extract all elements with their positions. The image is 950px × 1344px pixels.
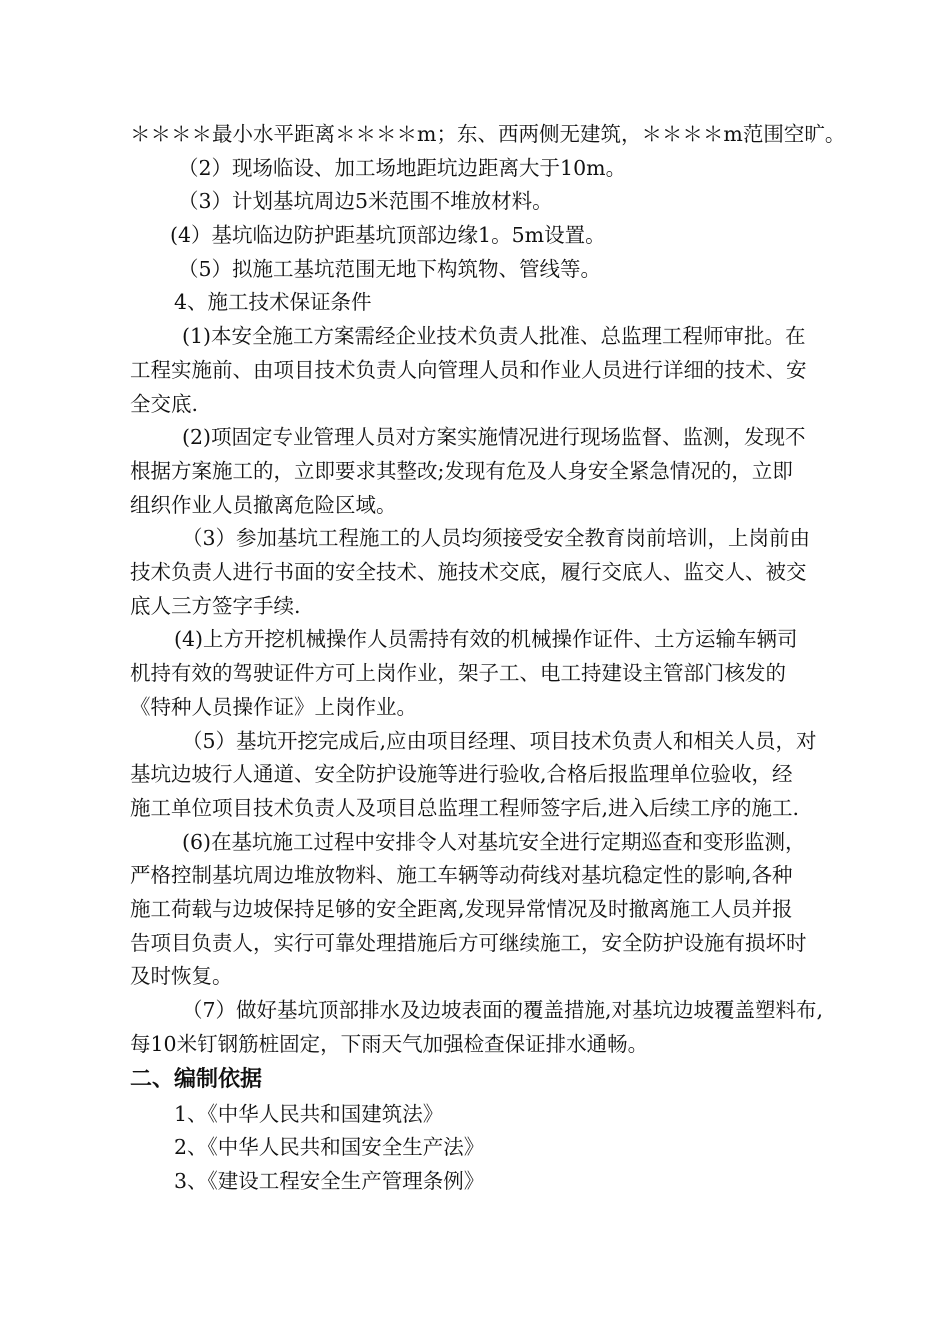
para-line: （7）做好基坑顶部排水及边坡表面的覆盖措施,对基坑边坡覆盖塑料布, — [182, 998, 824, 1023]
para-line: (6)在基坑施工过程中安排令人对基坑安全进行定期巡查和变形监测， — [182, 829, 806, 854]
text-line: （2）现场临设、加工场地距坑边距离大于10m。 — [178, 155, 627, 180]
para-line: （3）参加基坑工程施工的人员均须接受安全教育岗前培训，上岗前由 — [182, 526, 811, 551]
para-line: 告项目负责人，实行可靠处理措施后方可继续施工，安全防护设施有损坏时 — [130, 930, 807, 955]
text-line: (4）基坑临边防护距基坑顶部边缘1。5m设置。 — [170, 223, 606, 248]
text-line: （5）拟施工基坑范围无地下构筑物、管线等。 — [178, 256, 602, 281]
paragraph-2 — [130, 421, 878, 522]
para-line: 严格控制基坑周边堆放物料、施工车辆等动荷线对基坑稳定性的影响,各种 — [130, 863, 793, 888]
para-line: 工程实施前、由项目技术负责人向管理人员和作业人员进行详细的技术、安 — [130, 357, 807, 382]
para-line: (1)本安全施工方案需经企业技术负责人批准、总监理工程师审批。在 — [182, 324, 806, 349]
para-line: 全交底. — [130, 391, 199, 416]
reference-item: 2、《中华人民共和国安全生产法》 — [174, 1135, 485, 1160]
reference-item: 1、《中华人民共和国建筑法》 — [174, 1101, 444, 1126]
para-line: (4)上方开挖机械操作人员需持有效的机械操作证件、土方运输车辆司 — [174, 627, 798, 652]
subsection-heading: 4、施工技术保证条件 — [174, 290, 372, 315]
para-line: (2)项固定专业管理人员对方案实施情况进行现场监督、监测，发现不 — [182, 425, 806, 450]
text-line: ＊＊＊＊最小水平距离＊＊＊＊m；东、西两侧无建筑，＊＊＊＊m范围空旷。 — [130, 122, 846, 146]
para-line: （5）基坑开挖完成后,应由项目经理、项目技术负责人和相关人员，对 — [182, 728, 817, 753]
paragraph-3 — [130, 522, 878, 623]
para-line: 施工单位项目技术负责人及项目总监理工程师签字后,进入后续工序的施工. — [130, 795, 800, 820]
para-line: 基坑边坡行人通道、安全防护设施等进行验收,合格后报监理单位验收，经 — [130, 762, 793, 787]
document-page — [130, 118, 878, 1199]
para-line: 组织作业人员撤离危险区域。 — [130, 492, 397, 517]
text-line: （3）计划基坑周边5米范围不堆放材料。 — [178, 189, 553, 214]
para-line: 施工荷载与边坡保持足够的安全距离,发现异常情况及时撤离施工人员并报 — [130, 897, 793, 922]
paragraph-6 — [130, 826, 878, 995]
paragraph-7 — [130, 994, 878, 1061]
para-line: 根据方案施工的，立即要求其整改;发现有危及人身安全紧急情况的，立即 — [130, 458, 793, 483]
reference-item: 3、《建设工程安全生产管理条例》 — [174, 1168, 485, 1193]
para-line: 每10米钉钢筋桩固定，下雨天气加强检查保证排水通畅。 — [130, 1031, 649, 1056]
para-line: 机持有效的驾驶证件方可上岗作业，架子工、电工持建设主管部门核发的 — [130, 661, 786, 686]
paragraph-1 — [130, 320, 878, 421]
paragraph-5 — [130, 725, 878, 826]
paragraph-4 — [130, 623, 878, 724]
para-line: 及时恢复。 — [130, 964, 233, 989]
para-line: 底人三方签字手续. — [130, 593, 301, 618]
section-heading: 二、编制依据 — [130, 1066, 263, 1092]
para-line: 技术负责人进行书面的安全技术、施技术交底，履行交底人、监交人、被交 — [130, 560, 807, 585]
para-line: 《特种人员操作证》上岗作业。 — [130, 694, 417, 719]
